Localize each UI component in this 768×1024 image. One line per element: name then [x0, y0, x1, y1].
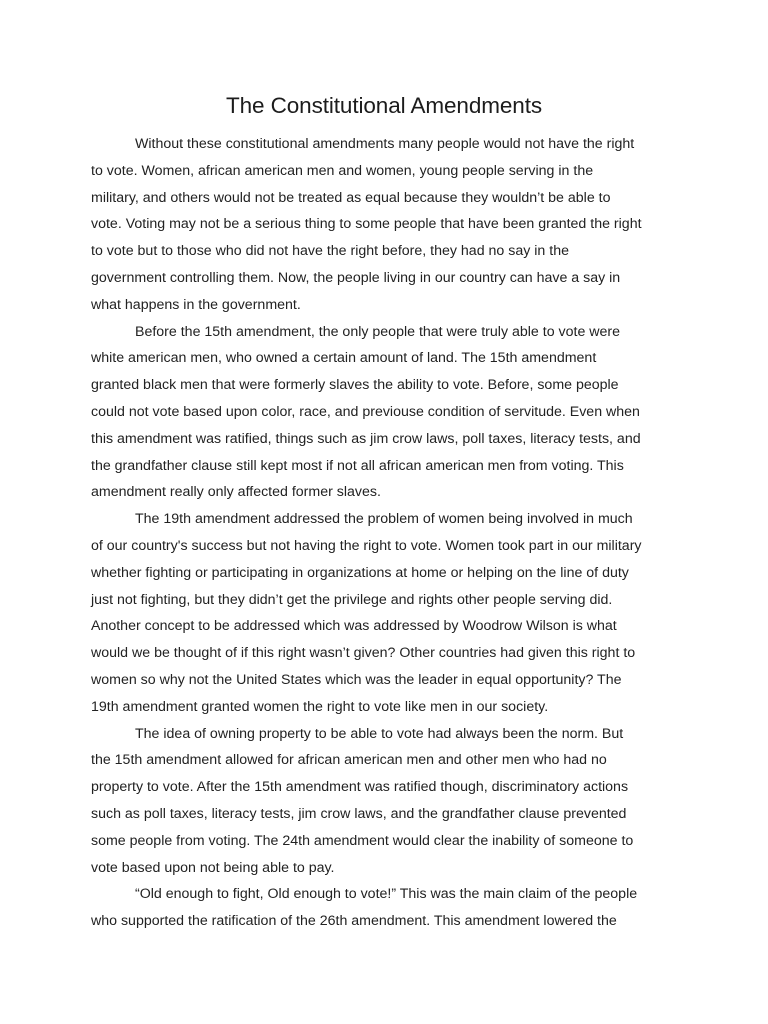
text-line: “Old enough to fight, Old enough to vote!” This was the main claim of the people	[135, 886, 638, 903]
text-line: of our country's success but not having the right to vote. Women took part in our military	[91, 537, 642, 554]
paragraph	[91, 131, 691, 319]
document-body	[91, 131, 691, 935]
paragraph	[91, 506, 691, 720]
text-line: property to vote. After the 15th amendment was ratified though, discriminatory actions	[91, 779, 629, 796]
text-line: Before the 15th amendment, the only people that were truly able to vote were	[135, 323, 621, 340]
text-line: just not fighting, but they didn’t get the privilege and rights other people serving did.	[91, 591, 613, 608]
text-line: women so why not the United States which was the leader in equal opportunity? The	[91, 671, 622, 688]
text-line: whether fighting or participating in organizations at home or helping on the line of duty	[91, 564, 629, 581]
text-line: vote based upon not being able to pay.	[91, 859, 335, 876]
text-line: could not vote based upon color, race, and previouse condition of servitude. Even when	[91, 403, 640, 420]
text-line: Another concept to be addressed which was addressed by Woodrow Wilson is what	[91, 618, 617, 635]
document-title: The Constitutional Amendments	[225, 93, 543, 118]
text-line: 19th amendment granted women the right to vote like men in our society.	[91, 698, 549, 715]
paragraph	[91, 881, 691, 935]
text-line: vote. Voting may not be a serious thing to some people that have been granted the right	[91, 216, 642, 233]
text-line: what happens in the government.	[91, 296, 301, 313]
text-line: who supported the ratification of the 26th amendment. This amendment lowered the	[91, 913, 617, 930]
text-line: amendment really only affected former slaves.	[91, 484, 381, 501]
paragraph	[91, 319, 691, 507]
text-line: some people from voting. The 24th amendment would clear the inability of someone to	[91, 832, 634, 849]
text-line: Without these constitutional amendments many people would not have the right	[135, 136, 635, 152]
text-line: the 15th amendment allowed for african american men and other men who had no	[91, 752, 607, 769]
text-line: this amendment was ratified, things such as jim crow laws, poll taxes, literacy tests, and	[91, 430, 641, 447]
text-line: government controlling them. Now, the people living in our country can have a say in	[91, 269, 621, 286]
text-line: would we be thought of if this right wasn’t given? Other countries had given this right to	[91, 645, 636, 662]
text-line: such as poll taxes, literacy tests, jim crow laws, and the grandfather clause prevented	[91, 805, 627, 822]
text-line: granted black men that were formerly slaves the ability to vote. Before, some people	[91, 377, 619, 394]
text-line: military, and others would not be treated as equal because they wouldn’t be able to	[91, 189, 611, 206]
paragraph	[91, 721, 691, 882]
text-line: the grandfather clause still kept most if not all african american men from voting. This	[91, 457, 624, 474]
text-line: to vote but to those who did not have the right before, they had no say in the	[91, 243, 569, 260]
text-line: to vote. Women, african american men and women, young people serving in the	[91, 162, 594, 179]
text-line: white american men, who owned a certain amount of land. The 15th amendment	[91, 350, 597, 367]
text-line: The idea of owning property to be able to vote had always been the norm. But	[135, 725, 624, 742]
text-line: The 19th amendment addressed the problem of women being involved in much	[135, 511, 633, 528]
